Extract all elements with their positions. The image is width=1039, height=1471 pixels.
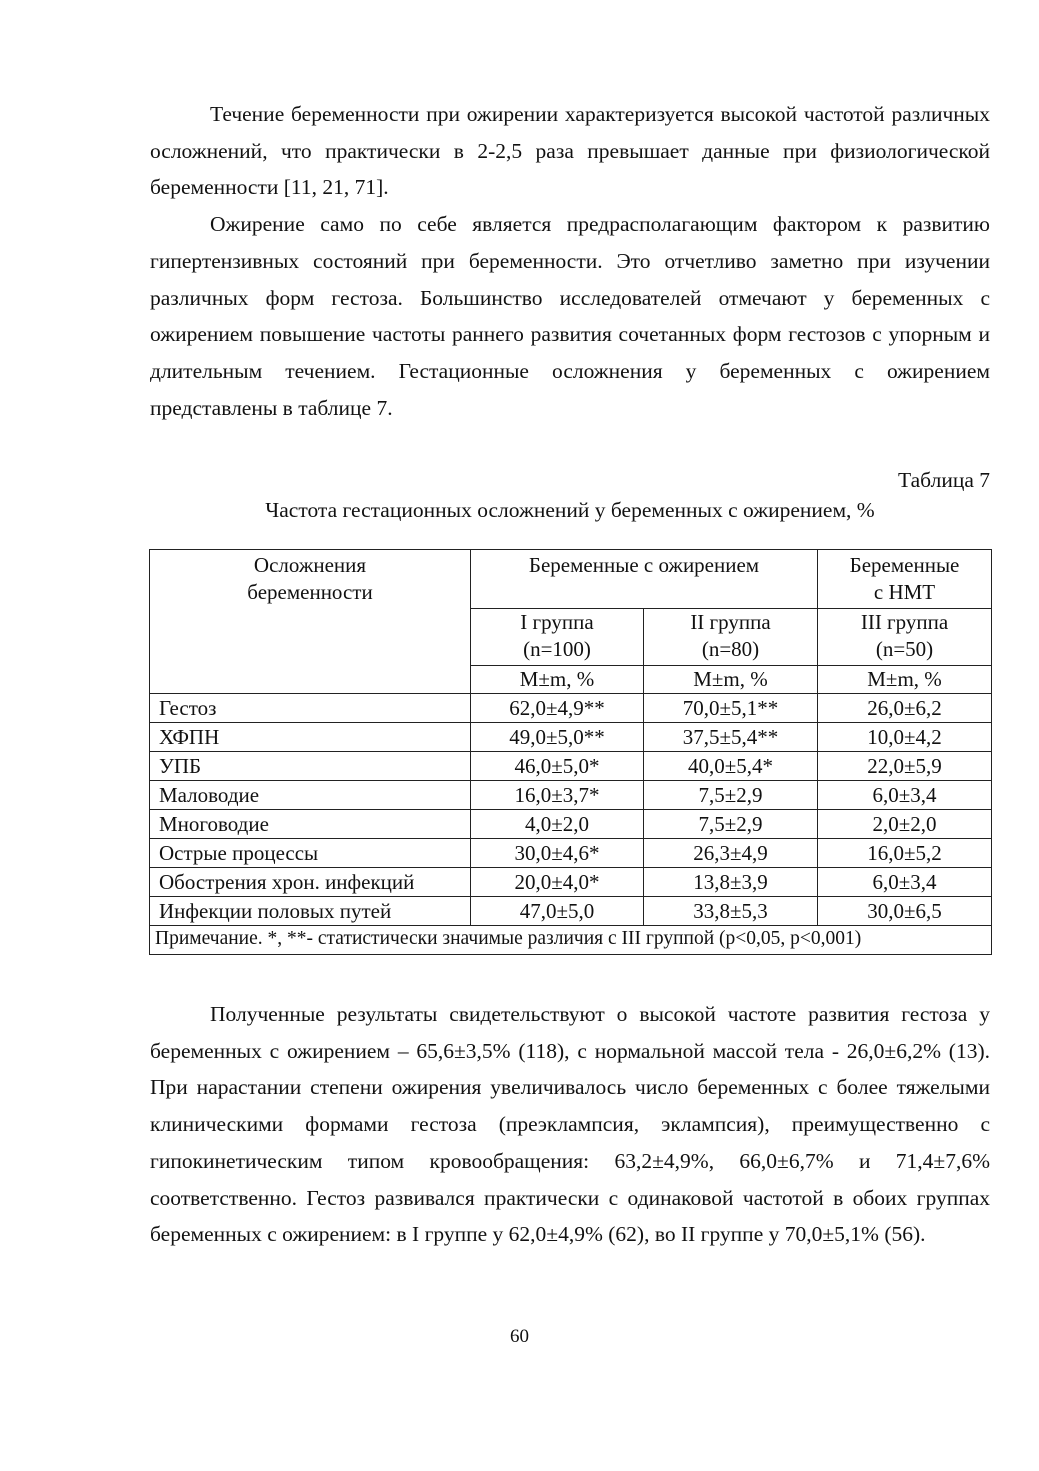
cell-group-1: 16,0±3,7* xyxy=(471,781,644,810)
header-group-2 xyxy=(644,609,818,666)
cell-group-2: 13,8±3,9 xyxy=(644,868,818,897)
header-nmt-line2: с НМТ xyxy=(873,580,936,604)
header-group-2-n: (n=80) xyxy=(701,637,760,661)
header-complications: Осложнения беременности xyxy=(150,550,471,694)
header-obese-group: Беременные с ожирением xyxy=(471,550,818,609)
cell-group-1: 4,0±2,0 xyxy=(471,810,644,839)
header-group-1-name: I группа xyxy=(520,610,594,634)
cell-group-3: 10,0±4,2 xyxy=(818,723,992,752)
row-name: ХФПН xyxy=(150,723,471,752)
cell-group-3: 6,0±3,4 xyxy=(818,781,992,810)
cell-group-2: 33,8±5,3 xyxy=(644,897,818,926)
cell-group-3: 22,0±5,9 xyxy=(818,752,992,781)
cell-group-2: 70,0±5,1** xyxy=(644,694,818,723)
cell-group-1: 62,0±4,9** xyxy=(471,694,644,723)
header-group-2-name: II группа xyxy=(690,610,771,634)
cell-group-2: 7,5±2,9 xyxy=(644,810,818,839)
cell-group-2: 7,5±2,9 xyxy=(644,781,818,810)
cell-group-2: 40,0±5,4* xyxy=(644,752,818,781)
cell-group-1: 20,0±4,0* xyxy=(471,868,644,897)
cell-group-1: 49,0±5,0** xyxy=(471,723,644,752)
cell-group-1: 47,0±5,0 xyxy=(471,897,644,926)
cell-group-3: 6,0±3,4 xyxy=(818,868,992,897)
table-row xyxy=(150,694,992,723)
header-group-3-n: (n=50) xyxy=(875,637,934,661)
row-name: Обострения хрон. инфекций xyxy=(150,868,471,897)
row-name: Многоводие xyxy=(150,810,471,839)
complications-table xyxy=(149,549,992,955)
results-paragraph: Полученные результаты свидетельствуют о высокой частоте развития гестоза у беременных с ожирением – 65,6±3,5% (118), с нормальной массой тела - 26,0±6,2% (13). При нарастании степени ожирения увеличивалось число беременных с более тяжелыми клиническими формами гестоза (преэклампсия, эклампсия), преимущественно с гипокинетическим типом кровообращения: 63,2±4,9%, 66,0±6,7% и 71,4±7,6% соответственно. Гестоз развивался практически с одинаковой частотой в обоих группах беременных с ожирением: в I группе у 62,0±4,9% (62), во II группе у 70,0±5,1% (56). xyxy=(150,1002,990,1247)
results-text xyxy=(150,996,990,1253)
table-row xyxy=(150,810,992,839)
header-nmt-group xyxy=(818,550,992,609)
header-group-1-n: (n=100) xyxy=(523,637,591,661)
intro-paragraph: Ожирение само по себе является предрасполагающим фактором к развитию гипертензивных состояний при беременности. Это отчетливо заметно при изучении различных форм гестоза. Большинство исследователей отмечают у беременных с ожирением повышение частоты раннего развития сочетанных форм гестозов с упорным и длительным течением. Гестационные осложнения у беременных с ожирением представлены в таблице 7. xyxy=(150,212,990,420)
header-group-3 xyxy=(818,609,992,666)
cell-group-1: 46,0±5,0* xyxy=(471,752,644,781)
cell-group-3: 26,0±6,2 xyxy=(818,694,992,723)
table-row xyxy=(150,868,992,897)
table-row xyxy=(150,781,992,810)
table-row xyxy=(150,839,992,868)
intro-paragraph: Течение беременности при ожирении характеризуется высокой частотой различных осложнений, что практически в 2-2,5 раза превышает данные при физиологической беременности [11, 21, 71]. xyxy=(150,102,990,200)
cell-group-3: 2,0±2,0 xyxy=(818,810,992,839)
intro-text xyxy=(150,96,990,426)
cell-group-3: 30,0±6,5 xyxy=(818,897,992,926)
page-number: 60 xyxy=(510,1326,529,1347)
row-name: Маловодие xyxy=(150,781,471,810)
header-group-3-name: III группа xyxy=(860,610,949,634)
header-group-1 xyxy=(471,609,644,666)
table-row xyxy=(150,897,992,926)
row-name: Инфекции половых путей xyxy=(150,897,471,926)
table-row xyxy=(150,723,992,752)
table-title: Частота гестационных осложнений у беременных с ожирением, % xyxy=(265,498,875,522)
row-name: Острые процессы xyxy=(150,839,471,868)
table-row xyxy=(150,752,992,781)
cell-group-1: 30,0±4,6* xyxy=(471,839,644,868)
cell-group-2: 26,3±4,9 xyxy=(644,839,818,868)
cell-group-3: 16,0±5,2 xyxy=(818,839,992,868)
header-unit-group-3: M±m, % xyxy=(818,666,992,694)
table-note-row xyxy=(150,926,992,955)
table-label: Таблица 7 xyxy=(898,468,990,492)
row-name: УПБ xyxy=(150,752,471,781)
header-unit-group-1: M±m, % xyxy=(471,666,644,694)
cell-group-2: 37,5±5,4** xyxy=(644,723,818,752)
table-note: Примечание. *, **- статистически значимые различия с III группой (p<0,05, p<0,001) xyxy=(150,926,992,955)
header-unit-group-2: M±m, % xyxy=(644,666,818,694)
row-name: Гестоз xyxy=(150,694,471,723)
header-nmt-line1: Беременные xyxy=(849,553,960,577)
